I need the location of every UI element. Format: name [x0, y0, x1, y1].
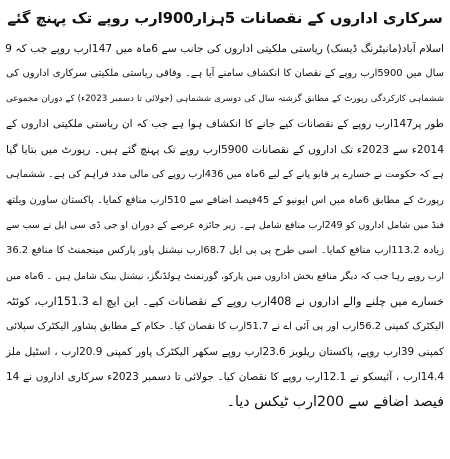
- article-line: 2014ء سے 2023ء تک اداروں کے نقصانات 5900ارب روپے تک پہنچ گئے ہیں۔ رپورٹ میں بتایا گیا: [6, 143, 444, 157]
- article-line: ششماہی کارکردگی رپورٹ کے مطابق گزشتہ سال کی دوسری ششماہی (جولائی تا دسمبر 2023ء) کے دوران مجموعی: [6, 93, 445, 104]
- article-line: فنڈ میں شامل اداروں کو 249ارب منافع شامل ہے۔ زیر جائزہ عرصے کے دوران او جی ڈی سی ایل نے سب سے: [6, 220, 444, 232]
- article-line: کمپنی 39ارب روپے، پاکستان ریلویز 23.6ارب روپے سکھر الیکٹرک پاور کمپنی 20.9ارب ، اسٹیل ملز: [6, 345, 444, 358]
- article-line: ہے کہ حکومت نے خسارے پر قابو پانے کے لیے 6ماہ میں 436ارب روپے کی مالی مدد فراہم کی ہے۔ ششماہی: [6, 169, 444, 181]
- article-line: طور پر147ارب روپے کے نقصانات کیے جانے کا انکشاف ہوا ہے جب کہ ان ریاستی ملکیتی اداروں کے: [6, 117, 444, 130]
- article-body: [6, 36, 444, 415]
- article-line: ارب روپے رہا جب کہ دیگر منافع بخش اداروں میں پارکو، گورنمنٹ ہولڈنگز، نیشنل بینک شامل ہیں ۔ 6ماہ میں: [6, 270, 444, 282]
- article-line: سال میں 5900ارب روپے کے نقصان کا انکشاف سامنے آیا ہے۔ وفاقی ریاستی ملکیتی سرکاری اداروں کی: [6, 68, 444, 80]
- article-headline: سرکاری اداروں کے نقصانات 5ہزار900ارب روپے تک پہنچ گئے: [7, 10, 443, 27]
- article-line: رپورٹ کے مطابق 6ماہ میں اس ایونیو کے 45فیصد اضافے سے 510ارب منافع کمایا۔ پاکستان ساورن ویلتھ: [6, 194, 444, 206]
- article-line: الیکٹرک کمپنی 56.2ارب اور پی آئی اے نے 51.7ارب کا نقصان کیا۔ حکام کے مطابق پشاور الیکٹرک سپلائی: [6, 321, 444, 333]
- article-line: 14.4ارب ، آئیسکو نے 12.1ارب روپے کا نقصان کیا۔ جولائی تا دسمبر 2023ء سرکاری اداروں نے 14: [6, 370, 444, 383]
- article-line: زیادہ 113.2ارب منافع کمایا۔ اسی طرح پی پی ایل 68.7ارب نیشنل پاور پارکس مینجمنٹ کا منافع 36.2: [6, 245, 445, 257]
- article-line: اسلام آباد(مانیٹرنگ ڈیسک) ریاستی ملکیتی اداروں کی جانب سے 6ماہ میں 147ارب روپے جب کہ 9: [5, 42, 444, 55]
- article-line: خسارے میں چلنے والے اداروں نے 408ارب روپے کے نقصانات کیے۔ این ایچ اے 151.3ارب، کوئٹہ: [6, 294, 444, 308]
- article-line: فیصد اضافے سے 200ارب ٹیکس دیا۔: [226, 394, 444, 411]
